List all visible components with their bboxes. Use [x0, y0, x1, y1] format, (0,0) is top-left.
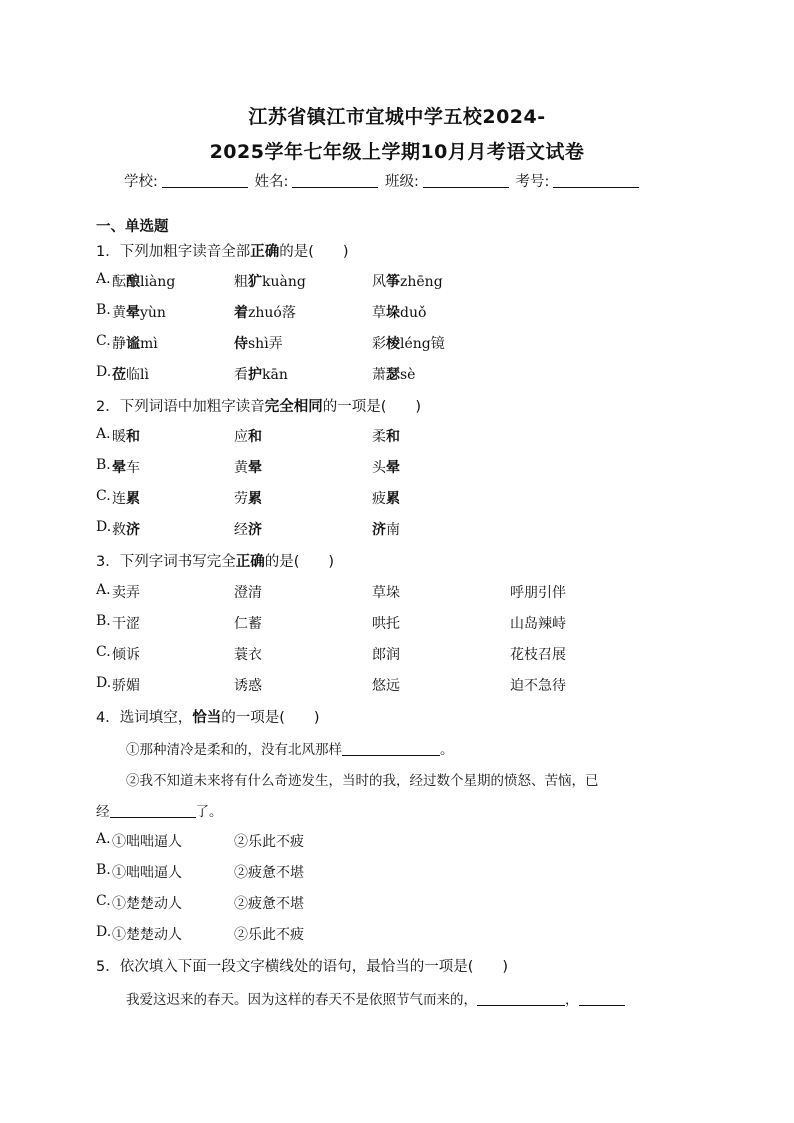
option-word: 黄晕yùn	[112, 305, 166, 321]
student-info-row	[124, 170, 641, 191]
question-3-stem	[96, 550, 334, 571]
option-word: 倾诉	[112, 647, 140, 663]
option-word: 蓑衣	[234, 647, 262, 663]
option-word: ①咄咄逼人	[112, 834, 182, 850]
option-word: 酝酿liàng	[112, 274, 176, 290]
option-word: 花枝召展	[510, 647, 566, 663]
option-letter: D.	[96, 924, 112, 940]
stem-text: 1．下列加粗字读音全部	[96, 244, 251, 260]
option-word: 山岛辣峙	[510, 616, 566, 632]
school-label: 学校:	[124, 174, 158, 190]
sentence-text: 经	[96, 804, 110, 820]
class-blank[interactable]	[423, 173, 509, 188]
option-word: 风筝zhēng	[372, 274, 443, 290]
exam-number-blank[interactable]	[553, 173, 639, 188]
option-word: 头晕	[372, 460, 400, 476]
option-letter: C.	[96, 644, 111, 660]
option-word: 哄托	[372, 616, 400, 632]
option-word: 萧瑟sè	[372, 367, 416, 383]
option-word: 呼朋引伴	[510, 585, 566, 601]
stem-text: 3．下列字词书写完全	[96, 554, 236, 570]
q4-sentence-1	[126, 738, 454, 758]
stem-text: 5．依次填入下面一段文字横线处的语句，最恰当的一项是( )	[96, 959, 509, 975]
option-word: 粗犷kuàng	[234, 274, 306, 290]
passage-text: ，	[565, 992, 579, 1008]
option-word: 连累	[112, 491, 140, 507]
name-label: 姓名:	[254, 174, 289, 190]
class-label: 班级:	[385, 174, 419, 190]
option-word: 暖和	[112, 429, 140, 445]
option-word: 骄媚	[112, 678, 140, 694]
option-word: ①咄咄逼人	[112, 865, 182, 881]
option-letter: B.	[96, 862, 111, 878]
option-letter: A.	[96, 582, 111, 598]
exam-number-label: 考号:	[515, 174, 550, 190]
option-word: ②乐此不疲	[234, 927, 304, 943]
section-title: 一、单选题	[96, 219, 169, 235]
option-word: 静谧mì	[112, 336, 158, 352]
option-word: 迫不急待	[510, 678, 566, 694]
option-word: 诱惑	[234, 678, 262, 694]
option-word: 彩棱léng镜	[372, 336, 445, 352]
option-letter: B.	[96, 302, 111, 318]
q4-sentence-2: ②我不知道未来将有什么奇迹发生，当时的我，经过数个星期的愤怒、苦恼，已	[126, 773, 599, 789]
fill-blank[interactable]	[110, 804, 196, 818]
fill-blank[interactable]	[342, 742, 440, 756]
school-blank[interactable]	[162, 173, 248, 188]
stem-text: 的是( )	[264, 554, 335, 570]
option-word: 侍shì弄	[234, 336, 283, 352]
stem-emphasis: 完全相同	[264, 399, 323, 415]
option-word: 济南	[372, 522, 400, 538]
question-1-stem	[96, 240, 349, 261]
exam-title-line1: 江苏省镇江市宜城中学五校2024-	[248, 106, 546, 128]
option-letter: C.	[96, 893, 111, 909]
question-4-stem	[96, 706, 320, 727]
option-word: 悠远	[372, 678, 400, 694]
fill-blank[interactable]	[579, 992, 625, 1006]
option-word: 卖弄	[112, 585, 140, 601]
option-word: 郎润	[372, 647, 400, 663]
stem-text: 的一项是( )	[322, 399, 422, 415]
name-blank[interactable]	[292, 173, 378, 188]
sentence-text: ①那种清冷是柔和的，没有北风那样	[126, 742, 342, 758]
q5-passage	[126, 988, 625, 1008]
option-letter: A.	[96, 831, 111, 847]
option-letter: B.	[96, 457, 111, 473]
option-word: 应和	[234, 429, 262, 445]
option-word: ②疲惫不堪	[234, 865, 304, 881]
option-word: ②乐此不疲	[234, 834, 304, 850]
option-letter: D.	[96, 364, 112, 380]
stem-text: 2．下列词语中加粗字读音	[96, 399, 265, 415]
option-word: 干涩	[112, 616, 140, 632]
option-word: ②疲惫不堪	[234, 896, 304, 912]
option-word: ①楚楚动人	[112, 896, 182, 912]
question-2-stem	[96, 395, 421, 416]
option-word: 仁蓄	[234, 616, 262, 632]
option-word: 经济	[234, 522, 262, 538]
option-word: 劳累	[234, 491, 262, 507]
stem-emphasis: 正确	[235, 554, 265, 570]
option-word: 着zhuó落	[234, 305, 296, 321]
option-word: 黄晕	[234, 460, 262, 476]
stem-emphasis: 正确	[250, 244, 280, 260]
option-word: 疲累	[372, 491, 400, 507]
stem-emphasis: 恰当	[192, 710, 222, 726]
option-word: 看护kān	[234, 367, 288, 383]
fill-blank[interactable]	[477, 992, 565, 1006]
passage-text: 我爱这迟来的春天。因为这样的春天不是依照节气而来的，	[126, 992, 477, 1008]
exam-title-line2: 2025学年七年级上学期10月月考语文试卷	[209, 141, 585, 163]
stem-text: 4．选词填空，	[96, 710, 193, 726]
option-letter: D.	[96, 519, 112, 535]
option-letter: B.	[96, 613, 111, 629]
stem-text: 的是( )	[279, 244, 349, 260]
option-word: 救济	[112, 522, 140, 538]
option-word: 晕车	[112, 460, 140, 476]
option-word: 草垛	[372, 585, 400, 601]
option-letter: A.	[96, 426, 111, 442]
question-5-stem	[96, 955, 508, 976]
stem-text: 的一项是( )	[221, 710, 320, 726]
option-word: 莅临lì	[112, 367, 149, 383]
option-word: 柔和	[372, 429, 400, 445]
option-letter: D.	[96, 675, 112, 691]
option-word: 澄清	[234, 585, 262, 601]
sentence-text: 了。	[195, 804, 223, 820]
sentence-text: 。	[440, 742, 454, 758]
option-word: ①楚楚动人	[112, 927, 182, 943]
q4-sentence-2-cont	[96, 800, 223, 820]
option-word: 草垛duǒ	[372, 305, 427, 321]
option-letter: C.	[96, 488, 111, 504]
option-letter: C.	[96, 333, 111, 349]
option-letter: A.	[96, 271, 111, 287]
